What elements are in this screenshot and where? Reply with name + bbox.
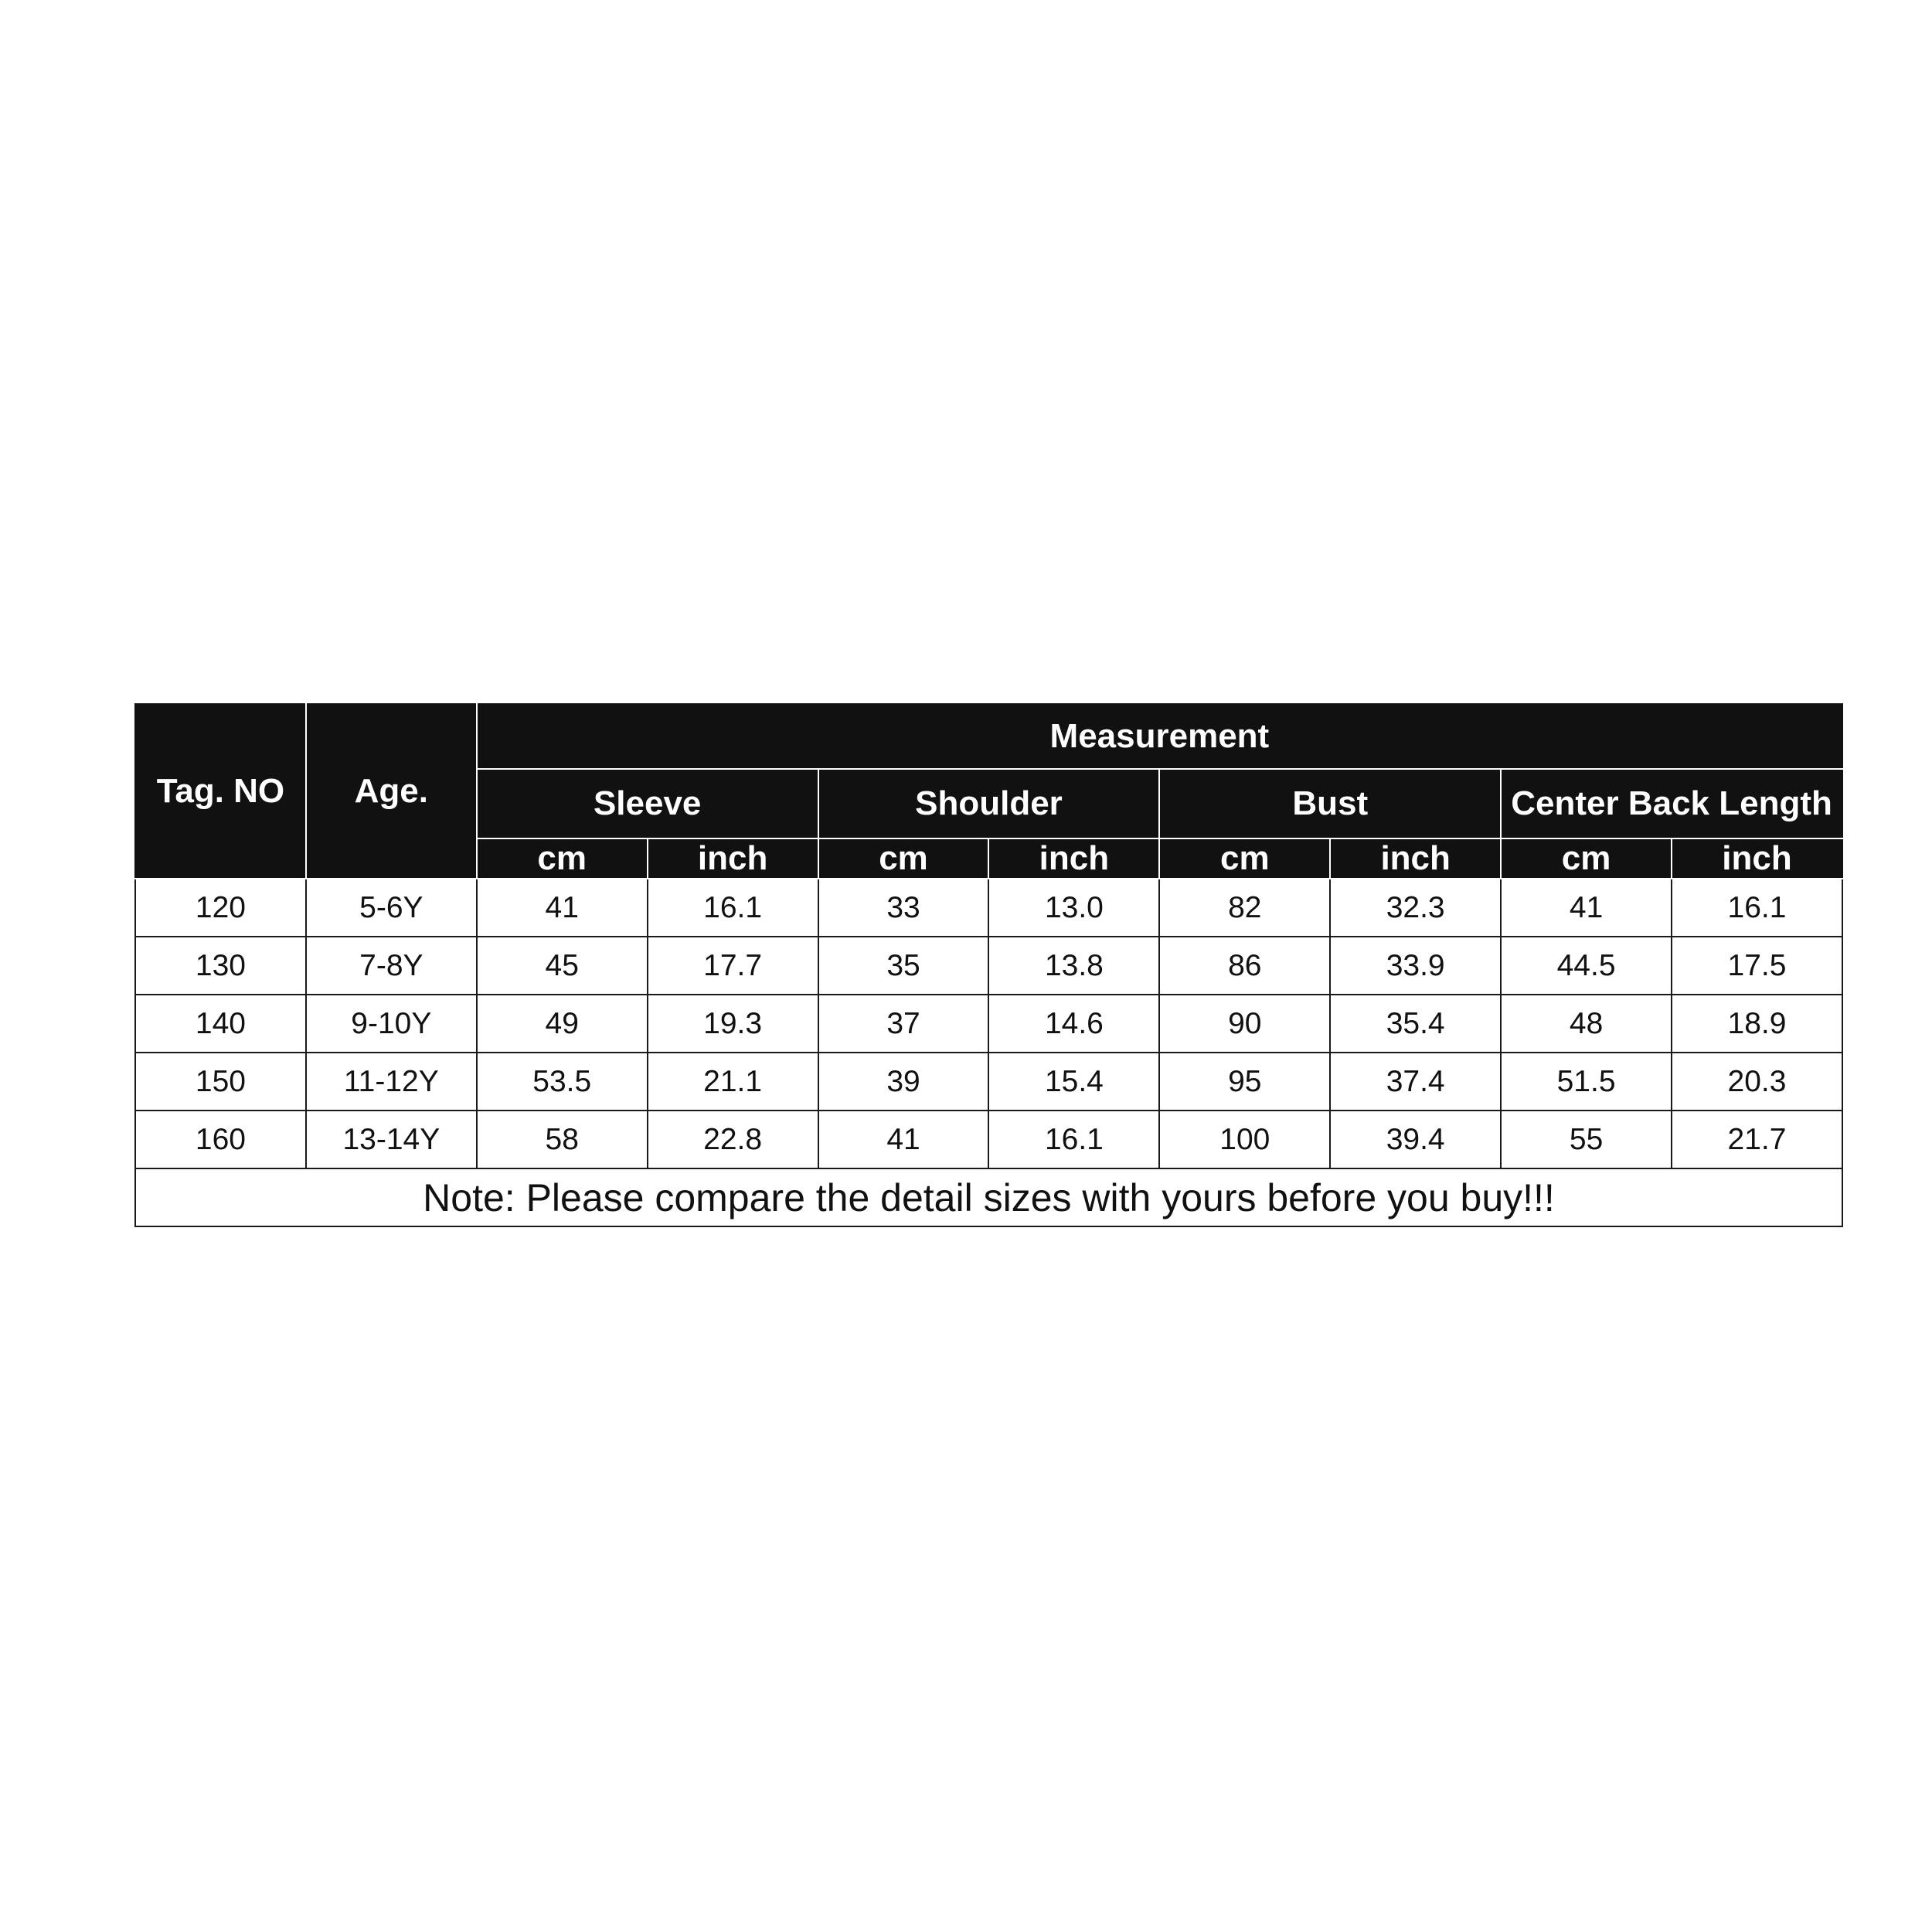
note-row — [135, 1168, 1842, 1226]
tag-cell: 140 — [135, 995, 306, 1053]
measurement-cell: 16.1 — [1672, 879, 1842, 937]
measurement-cell: 45 — [477, 937, 648, 995]
measurement-cell: 48 — [1501, 995, 1672, 1053]
measurement-cell: 95 — [1159, 1053, 1330, 1111]
measurement-cell: 100 — [1159, 1111, 1330, 1168]
header-row-groups-top — [135, 704, 1842, 769]
measurement-cell: 37.4 — [1330, 1053, 1501, 1111]
table-row — [135, 879, 1842, 937]
measurement-cell: 86 — [1159, 937, 1330, 995]
age-cell: 13-14Y — [306, 1111, 477, 1168]
tag-cell: 130 — [135, 937, 306, 995]
tag-cell: 160 — [135, 1111, 306, 1168]
header-bust: Bust — [1159, 769, 1501, 838]
unit-header: cm — [1159, 838, 1330, 879]
unit-header: inch — [1672, 838, 1842, 879]
measurement-cell: 90 — [1159, 995, 1330, 1053]
measurement-cell: 16.1 — [648, 879, 818, 937]
measurement-cell: 41 — [477, 879, 648, 937]
unit-header: cm — [477, 838, 648, 879]
header-center-back-length: Center Back Length — [1501, 769, 1842, 838]
measurement-cell: 39 — [818, 1053, 989, 1111]
unit-header: inch — [648, 838, 818, 879]
tag-cell: 150 — [135, 1053, 306, 1111]
age-cell: 11-12Y — [306, 1053, 477, 1111]
unit-header: inch — [988, 838, 1159, 879]
measurement-cell: 41 — [1501, 879, 1672, 937]
measurement-cell: 33 — [818, 879, 989, 937]
measurement-cell: 14.6 — [988, 995, 1159, 1053]
measurement-cell: 55 — [1501, 1111, 1672, 1168]
measurement-cell: 22.8 — [648, 1111, 818, 1168]
measurement-cell: 39.4 — [1330, 1111, 1501, 1168]
note-text: Note: Please compare the detail sizes with yours before you buy!!! — [135, 1168, 1842, 1226]
table-header — [135, 704, 1842, 879]
unit-header: cm — [818, 838, 989, 879]
size-chart-table — [134, 703, 1843, 1227]
measurement-cell: 19.3 — [648, 995, 818, 1053]
age-cell: 7-8Y — [306, 937, 477, 995]
table-row — [135, 1111, 1842, 1168]
tag-cell: 120 — [135, 879, 306, 937]
unit-header: inch — [1330, 838, 1501, 879]
measurement-cell: 58 — [477, 1111, 648, 1168]
table-body — [135, 879, 1842, 1168]
measurement-cell: 21.1 — [648, 1053, 818, 1111]
header-tag-no: Tag. NO — [135, 704, 306, 879]
header-sleeve: Sleeve — [477, 769, 818, 838]
measurement-cell: 13.0 — [988, 879, 1159, 937]
table-row — [135, 937, 1842, 995]
measurement-cell: 51.5 — [1501, 1053, 1672, 1111]
measurement-cell: 82 — [1159, 879, 1330, 937]
measurement-cell: 35 — [818, 937, 989, 995]
table-row — [135, 995, 1842, 1053]
measurement-cell: 17.7 — [648, 937, 818, 995]
header-measurement: Measurement — [477, 704, 1842, 769]
header-shoulder: Shoulder — [818, 769, 1160, 838]
age-cell: 9-10Y — [306, 995, 477, 1053]
measurement-cell: 21.7 — [1672, 1111, 1842, 1168]
measurement-cell: 49 — [477, 995, 648, 1053]
measurement-cell: 44.5 — [1501, 937, 1672, 995]
measurement-cell: 33.9 — [1330, 937, 1501, 995]
measurement-cell: 15.4 — [988, 1053, 1159, 1111]
measurement-cell: 53.5 — [477, 1053, 648, 1111]
measurement-cell: 18.9 — [1672, 995, 1842, 1053]
age-cell: 5-6Y — [306, 879, 477, 937]
header-age: Age. — [306, 704, 477, 879]
measurement-cell: 41 — [818, 1111, 989, 1168]
measurement-cell: 32.3 — [1330, 879, 1501, 937]
measurement-cell: 20.3 — [1672, 1053, 1842, 1111]
table-row — [135, 1053, 1842, 1111]
unit-header: cm — [1501, 838, 1672, 879]
measurement-cell: 13.8 — [988, 937, 1159, 995]
measurement-cell: 17.5 — [1672, 937, 1842, 995]
measurement-cell: 35.4 — [1330, 995, 1501, 1053]
table-footer — [135, 1168, 1842, 1226]
measurement-cell: 37 — [818, 995, 989, 1053]
measurement-cell: 16.1 — [988, 1111, 1159, 1168]
